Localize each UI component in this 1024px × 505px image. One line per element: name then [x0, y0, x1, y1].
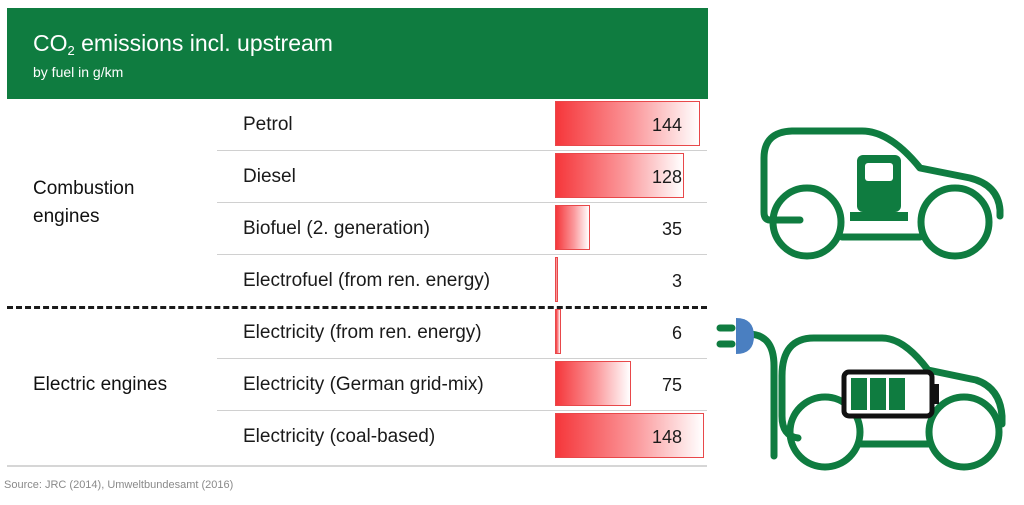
chart-subtitle: by fuel in g/km	[33, 64, 124, 80]
bar-row	[217, 411, 707, 463]
car-with-battery-and-plug-icon	[714, 316, 1014, 476]
value-label: 3	[671, 271, 682, 291]
bar-row	[217, 359, 707, 411]
bar-row	[217, 203, 707, 255]
bar	[555, 205, 590, 250]
bar	[555, 257, 558, 302]
source-note: Source: JRC (2014), Umweltbundesamt (2016)	[4, 479, 234, 491]
category-label: Electricity (coal-based)	[243, 426, 436, 447]
category-label: Diesel	[243, 166, 296, 187]
category-label: Electricity (from ren. energy)	[243, 322, 482, 343]
bar-row	[217, 151, 707, 203]
chart-title: $CO_2$ emissions incl. upstream	[33, 30, 333, 58]
car-with-fuel-pump-icon	[750, 118, 1012, 268]
bar-row	[217, 307, 707, 359]
bar-row	[217, 255, 707, 307]
value-label: 6	[671, 323, 682, 343]
group-divider	[7, 306, 707, 309]
value-label: 128	[651, 167, 682, 187]
value-label: 35	[661, 219, 682, 239]
group-label-electric: Electric engines	[33, 374, 168, 395]
table-bottom-line	[7, 465, 707, 467]
bar	[555, 361, 631, 406]
value-label: 75	[661, 375, 682, 395]
bar-row	[217, 99, 707, 151]
category-label: Electricity (German grid-mix)	[243, 374, 484, 395]
category-label: Petrol	[243, 114, 293, 135]
group-label-combustion: Combustion engines	[33, 178, 135, 227]
category-label: Biofuel (2. generation)	[243, 218, 430, 239]
category-label: Electrofuel (from ren. energy)	[243, 270, 491, 291]
bar	[555, 309, 561, 354]
value-label: 144	[651, 115, 682, 135]
chart-header	[7, 8, 708, 99]
value-label: 148	[651, 427, 682, 447]
